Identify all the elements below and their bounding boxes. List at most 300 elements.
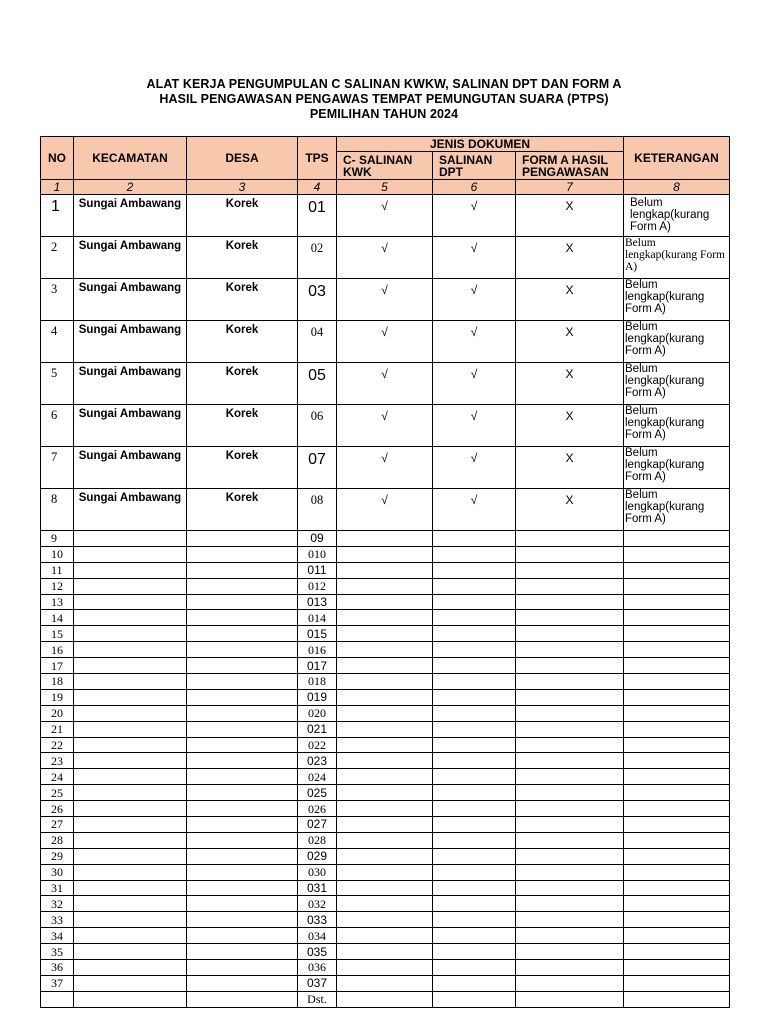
row-form-a	[516, 531, 624, 547]
header-no: NO	[41, 137, 74, 180]
table-row	[41, 279, 730, 321]
row-keterangan	[624, 753, 730, 769]
row-c-salinan	[337, 594, 433, 610]
table-row	[41, 562, 730, 578]
row-keterangan: Belum lengkap(kurang Form A)	[624, 195, 730, 237]
row-form-a	[516, 991, 624, 1007]
row-c-salinan	[337, 991, 433, 1007]
column-number: 1	[41, 180, 74, 195]
row-tps: 08	[298, 489, 337, 531]
row-keterangan	[624, 626, 730, 642]
row-desa: Korek	[187, 405, 298, 447]
row-kecamatan	[74, 737, 187, 753]
row-no: 11	[41, 562, 74, 578]
row-no: 20	[41, 705, 74, 721]
table-row	[41, 321, 730, 363]
table-row	[41, 975, 730, 991]
row-desa	[187, 944, 298, 960]
row-salinan-dpt	[433, 674, 516, 690]
row-no: 35	[41, 944, 74, 960]
header-keterangan: KETERANGAN	[624, 137, 730, 180]
row-desa	[187, 578, 298, 594]
row-keterangan	[624, 960, 730, 976]
row-c-salinan	[337, 531, 433, 547]
row-desa	[187, 960, 298, 976]
row-tps: 027	[298, 817, 337, 833]
table-row	[41, 578, 730, 594]
table-row	[41, 489, 730, 531]
row-desa	[187, 562, 298, 578]
row-no: 4	[41, 321, 74, 363]
row-kecamatan	[74, 594, 187, 610]
row-c-salinan	[337, 912, 433, 928]
row-desa	[187, 689, 298, 705]
row-form-a	[516, 705, 624, 721]
row-keterangan: Belum lengkap(kurang Form A)	[624, 321, 730, 363]
row-kecamatan: Sungai Ambawang	[74, 405, 187, 447]
row-salinan-dpt	[433, 785, 516, 801]
row-c-salinan: √	[337, 489, 433, 531]
row-kecamatan: Sungai Ambawang	[74, 447, 187, 489]
row-kecamatan: Sungai Ambawang	[74, 237, 187, 279]
row-tps: 020	[298, 705, 337, 721]
row-tps: 07	[298, 447, 337, 489]
row-keterangan	[624, 705, 730, 721]
row-c-salinan	[337, 769, 433, 785]
row-keterangan	[624, 785, 730, 801]
row-kecamatan	[74, 578, 187, 594]
row-kecamatan	[74, 769, 187, 785]
row-kecamatan	[74, 975, 187, 991]
row-desa	[187, 642, 298, 658]
row-c-salinan	[337, 944, 433, 960]
row-c-salinan: √	[337, 321, 433, 363]
table-row	[41, 817, 730, 833]
row-form-a	[516, 674, 624, 690]
row-form-a	[516, 785, 624, 801]
row-kecamatan: Sungai Ambawang	[74, 321, 187, 363]
row-salinan-dpt	[433, 546, 516, 562]
row-salinan-dpt	[433, 848, 516, 864]
row-kecamatan	[74, 562, 187, 578]
row-kecamatan	[74, 944, 187, 960]
row-form-a	[516, 864, 624, 880]
row-salinan-dpt	[433, 991, 516, 1007]
column-number: 4	[298, 180, 337, 195]
row-c-salinan	[337, 864, 433, 880]
row-keterangan	[624, 975, 730, 991]
row-form-a: X	[516, 363, 624, 405]
row-salinan-dpt	[433, 832, 516, 848]
row-form-a	[516, 801, 624, 817]
row-no: 28	[41, 832, 74, 848]
row-salinan-dpt	[433, 594, 516, 610]
row-no: 31	[41, 880, 74, 896]
row-desa	[187, 546, 298, 562]
row-keterangan	[624, 674, 730, 690]
row-keterangan	[624, 832, 730, 848]
column-number: 8	[624, 180, 730, 195]
row-tps: 029	[298, 848, 337, 864]
row-c-salinan	[337, 896, 433, 912]
table-row	[41, 705, 730, 721]
row-tps: 014	[298, 610, 337, 626]
row-tps: 033	[298, 912, 337, 928]
row-no: 3	[41, 279, 74, 321]
row-form-a: X	[516, 447, 624, 489]
row-desa	[187, 674, 298, 690]
row-salinan-dpt	[433, 769, 516, 785]
row-kecamatan	[74, 658, 187, 674]
row-keterangan: Belum lengkap(kurang Form A)	[624, 489, 730, 531]
table-row	[41, 594, 730, 610]
title-line-2: HASIL PENGAWASAN PENGAWAS TEMPAT PEMUNGUTAN SUARA (PTPS)	[159, 92, 609, 106]
row-form-a	[516, 912, 624, 928]
row-tps: 036	[298, 960, 337, 976]
row-desa: Korek	[187, 237, 298, 279]
row-kecamatan	[74, 864, 187, 880]
row-tps: 015	[298, 626, 337, 642]
table-row	[41, 546, 730, 562]
column-number: 2	[74, 180, 187, 195]
row-desa: Korek	[187, 195, 298, 237]
title-line-3: PEMILIHAN TAHUN 2024	[309, 107, 459, 121]
row-keterangan	[624, 944, 730, 960]
row-form-a	[516, 721, 624, 737]
row-c-salinan	[337, 785, 433, 801]
table-row	[41, 405, 730, 447]
table-row	[41, 674, 730, 690]
row-kecamatan: Sungai Ambawang	[74, 363, 187, 405]
row-salinan-dpt	[433, 801, 516, 817]
row-keterangan	[624, 737, 730, 753]
row-no: 5	[41, 363, 74, 405]
table-row	[41, 642, 730, 658]
row-desa	[187, 769, 298, 785]
row-kecamatan	[74, 674, 187, 690]
table-row	[41, 801, 730, 817]
row-keterangan	[624, 912, 730, 928]
table-row	[41, 237, 730, 279]
row-form-a: X	[516, 321, 624, 363]
row-tps: Dst.	[298, 991, 337, 1007]
row-form-a	[516, 975, 624, 991]
row-keterangan	[624, 610, 730, 626]
row-no: 6	[41, 405, 74, 447]
row-no: 1	[41, 195, 74, 237]
row-kecamatan	[74, 721, 187, 737]
row-c-salinan	[337, 721, 433, 737]
table-row	[41, 531, 730, 547]
row-c-salinan	[337, 689, 433, 705]
row-desa	[187, 785, 298, 801]
row-c-salinan: √	[337, 447, 433, 489]
row-c-salinan	[337, 737, 433, 753]
column-number: 3	[187, 180, 298, 195]
row-no: 2	[41, 237, 74, 279]
row-form-a	[516, 737, 624, 753]
row-keterangan	[624, 896, 730, 912]
row-tps: 010	[298, 546, 337, 562]
row-no: 33	[41, 912, 74, 928]
row-keterangan	[624, 594, 730, 610]
row-keterangan: Belum lengkap(kurang Form A)	[624, 447, 730, 489]
row-salinan-dpt: √	[433, 447, 516, 489]
row-desa	[187, 531, 298, 547]
row-salinan-dpt	[433, 896, 516, 912]
row-form-a	[516, 562, 624, 578]
row-kecamatan: Sungai Ambawang	[74, 195, 187, 237]
row-c-salinan	[337, 562, 433, 578]
row-tps: 024	[298, 769, 337, 785]
row-form-a: X	[516, 195, 624, 237]
table-row	[41, 944, 730, 960]
row-no: 17	[41, 658, 74, 674]
row-kecamatan	[74, 817, 187, 833]
row-no: 18	[41, 674, 74, 690]
row-kecamatan	[74, 610, 187, 626]
row-form-a	[516, 753, 624, 769]
row-c-salinan	[337, 832, 433, 848]
table-row	[41, 737, 730, 753]
row-form-a	[516, 960, 624, 976]
row-keterangan	[624, 546, 730, 562]
row-c-salinan	[337, 705, 433, 721]
row-desa	[187, 626, 298, 642]
row-desa	[187, 975, 298, 991]
row-form-a	[516, 610, 624, 626]
row-form-a	[516, 626, 624, 642]
row-salinan-dpt	[433, 880, 516, 896]
row-desa	[187, 801, 298, 817]
row-tps: 02	[298, 237, 337, 279]
row-tps: 012	[298, 578, 337, 594]
row-c-salinan: √	[337, 195, 433, 237]
table-row	[41, 658, 730, 674]
row-salinan-dpt	[433, 864, 516, 880]
row-tps: 023	[298, 753, 337, 769]
title-line-1: ALAT KERJA PENGUMPULAN C SALINAN KWKW, SALINAN DPT DAN FORM A	[146, 77, 622, 91]
row-keterangan	[624, 658, 730, 674]
row-form-a: X	[516, 489, 624, 531]
row-keterangan	[624, 801, 730, 817]
row-no: 25	[41, 785, 74, 801]
table-row	[41, 195, 730, 237]
row-tps: 031	[298, 880, 337, 896]
row-form-a: X	[516, 279, 624, 321]
row-tps: 022	[298, 737, 337, 753]
row-tps: 011	[298, 562, 337, 578]
row-tps: 037	[298, 975, 337, 991]
column-number-row	[41, 180, 730, 195]
table-row	[41, 880, 730, 896]
table-row	[41, 721, 730, 737]
row-tps: 09	[298, 531, 337, 547]
row-tps: 03	[298, 279, 337, 321]
row-no	[41, 991, 74, 1007]
row-no: 26	[41, 801, 74, 817]
header-desa: DESA	[187, 137, 298, 180]
row-desa	[187, 817, 298, 833]
row-desa	[187, 928, 298, 944]
row-kecamatan	[74, 801, 187, 817]
table-row	[41, 832, 730, 848]
row-tps: 032	[298, 896, 337, 912]
row-no: 30	[41, 864, 74, 880]
document-title	[0, 77, 768, 122]
row-desa	[187, 753, 298, 769]
row-salinan-dpt	[433, 610, 516, 626]
row-form-a	[516, 848, 624, 864]
row-kecamatan	[74, 626, 187, 642]
table-row	[41, 785, 730, 801]
table-row	[41, 928, 730, 944]
row-form-a: X	[516, 237, 624, 279]
row-kecamatan	[74, 991, 187, 1007]
row-tps: 035	[298, 944, 337, 960]
row-kecamatan	[74, 642, 187, 658]
row-desa	[187, 880, 298, 896]
table-row	[41, 689, 730, 705]
row-keterangan: Belum lengkap(kurang Form A)	[624, 279, 730, 321]
row-tps: 030	[298, 864, 337, 880]
row-desa	[187, 912, 298, 928]
row-tps: 017	[298, 658, 337, 674]
row-no: 19	[41, 689, 74, 705]
row-desa	[187, 658, 298, 674]
row-keterangan	[624, 689, 730, 705]
row-desa	[187, 848, 298, 864]
row-c-salinan	[337, 928, 433, 944]
row-kecamatan: Sungai Ambawang	[74, 279, 187, 321]
row-desa	[187, 705, 298, 721]
row-salinan-dpt	[433, 721, 516, 737]
row-tps: 019	[298, 689, 337, 705]
row-c-salinan	[337, 880, 433, 896]
row-c-salinan: √	[337, 279, 433, 321]
table-row	[41, 626, 730, 642]
row-form-a	[516, 928, 624, 944]
row-keterangan: Belum lengkap(kurang Form A)	[624, 363, 730, 405]
row-tps: 018	[298, 674, 337, 690]
row-no: 22	[41, 737, 74, 753]
row-kecamatan	[74, 546, 187, 562]
row-salinan-dpt: √	[433, 237, 516, 279]
row-c-salinan	[337, 848, 433, 864]
row-salinan-dpt	[433, 737, 516, 753]
row-no: 27	[41, 817, 74, 833]
row-c-salinan	[337, 960, 433, 976]
table-row	[41, 912, 730, 928]
row-desa	[187, 864, 298, 880]
row-keterangan	[624, 769, 730, 785]
row-tps: 025	[298, 785, 337, 801]
row-tps: 034	[298, 928, 337, 944]
row-form-a	[516, 578, 624, 594]
document-table	[40, 136, 730, 1008]
row-desa	[187, 832, 298, 848]
table-row	[41, 769, 730, 785]
row-salinan-dpt: √	[433, 195, 516, 237]
row-keterangan	[624, 562, 730, 578]
row-keterangan	[624, 928, 730, 944]
row-no: 36	[41, 960, 74, 976]
row-desa: Korek	[187, 279, 298, 321]
row-salinan-dpt	[433, 658, 516, 674]
row-salinan-dpt	[433, 531, 516, 547]
row-no: 14	[41, 610, 74, 626]
row-desa	[187, 594, 298, 610]
row-keterangan	[624, 531, 730, 547]
row-c-salinan	[337, 817, 433, 833]
row-c-salinan	[337, 975, 433, 991]
row-kecamatan	[74, 880, 187, 896]
row-keterangan	[624, 880, 730, 896]
header-salinan-dpt: SALINAN DPT	[433, 152, 516, 180]
row-salinan-dpt: √	[433, 279, 516, 321]
row-keterangan	[624, 848, 730, 864]
row-tps: 016	[298, 642, 337, 658]
row-desa	[187, 991, 298, 1007]
row-no: 16	[41, 642, 74, 658]
row-c-salinan	[337, 610, 433, 626]
table-row	[41, 991, 730, 1007]
row-form-a	[516, 658, 624, 674]
row-form-a	[516, 832, 624, 848]
row-desa	[187, 737, 298, 753]
row-tps: 026	[298, 801, 337, 817]
row-form-a	[516, 769, 624, 785]
table-row	[41, 864, 730, 880]
row-desa	[187, 721, 298, 737]
row-form-a	[516, 689, 624, 705]
row-salinan-dpt	[433, 562, 516, 578]
row-desa: Korek	[187, 363, 298, 405]
row-no: 24	[41, 769, 74, 785]
row-kecamatan	[74, 753, 187, 769]
table-row	[41, 447, 730, 489]
row-desa	[187, 896, 298, 912]
row-c-salinan	[337, 626, 433, 642]
table-row	[41, 848, 730, 864]
row-no: 21	[41, 721, 74, 737]
row-c-salinan	[337, 642, 433, 658]
row-form-a	[516, 594, 624, 610]
row-kecamatan	[74, 531, 187, 547]
row-keterangan	[624, 642, 730, 658]
header-kecamatan: KECAMATAN	[74, 137, 187, 180]
row-c-salinan: √	[337, 363, 433, 405]
row-salinan-dpt	[433, 626, 516, 642]
row-form-a	[516, 944, 624, 960]
row-form-a	[516, 546, 624, 562]
row-salinan-dpt	[433, 689, 516, 705]
row-salinan-dpt	[433, 817, 516, 833]
row-salinan-dpt	[433, 642, 516, 658]
row-kecamatan	[74, 928, 187, 944]
row-keterangan	[624, 991, 730, 1007]
row-salinan-dpt	[433, 975, 516, 991]
row-no: 34	[41, 928, 74, 944]
row-salinan-dpt	[433, 705, 516, 721]
header-tps: TPS	[298, 137, 337, 180]
row-desa: Korek	[187, 489, 298, 531]
row-keterangan	[624, 817, 730, 833]
row-no: 23	[41, 753, 74, 769]
row-c-salinan	[337, 546, 433, 562]
row-kecamatan	[74, 960, 187, 976]
row-no: 29	[41, 848, 74, 864]
